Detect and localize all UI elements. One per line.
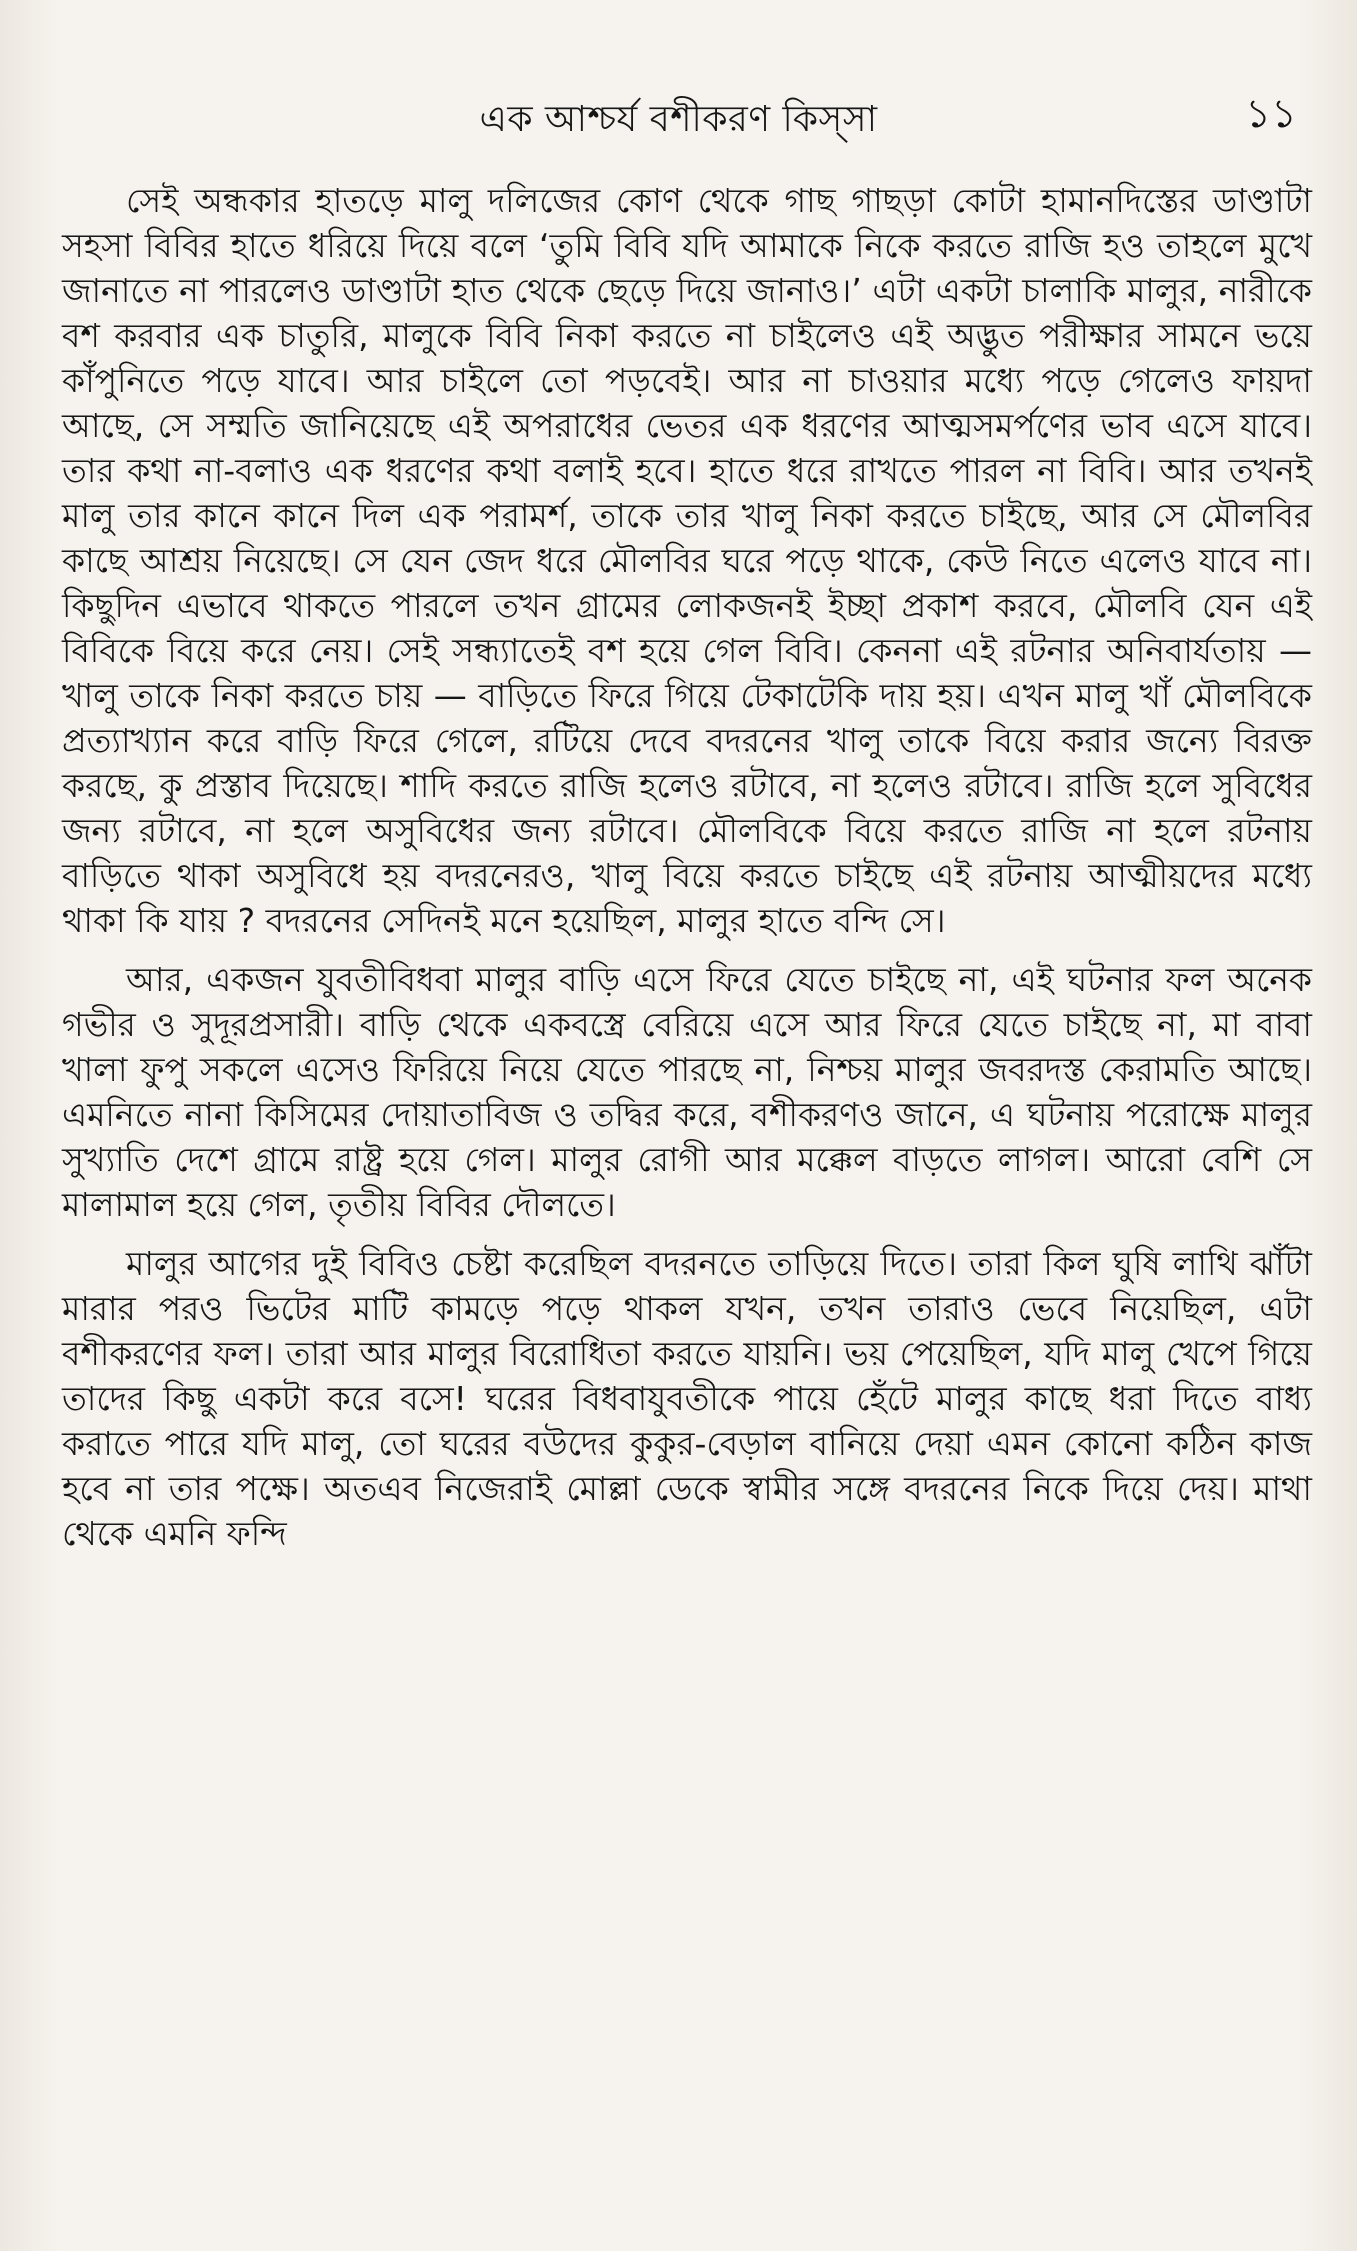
running-head-title: এক আশ্চর্য বশীকরণ কিস্সা [479, 99, 878, 140]
paragraph: সেই অন্ধকার হাতড়ে মালু দলিজের কোণ থেকে গাছ গাছড়া কোটা হামানদিস্তের ডাণ্ডাটা সহসা বিবির হাতে ধরিয়ে দিয়ে বলে ‘তুমি বিবি যদি আমাকে নিকে করতে রাজি হও তাহলে মুখে জানাতে না পারলেও ডাণ্ডাটা হাত থেকে ছেড়ে দিয়ে জানাও।’ এটা একটা চালাকি মালুর, নারীকে বশ করবার এক চাতুরি, মালুকে বিবি নিকা করতে না চাইলেও এই অদ্ভুত পরীক্ষার সামনে ভয়ে কাঁপুনিতে পড়ে যাবে। আর চাইলে তো পড়বেই। আর না চাওয়ার মধ্যে পড়ে গেলেও ফায়দা আছে, সে সম্মতি জানিয়েছে এই অপরাধের ভেতর এক ধরণের আত্মসমর্পণের ভাব এসে যাবে। তার কথা না-বলাও এক ধরণের কথা বলাই হবে। হাতে ধরে রাখতে পারল না বিবি। আর তখনই মালু তার কানে কানে দিল এক পরামর্শ, তাকে তার খালু নিকা করতে চাইছে, আর সে মৌলবির কাছে আশ্রয় নিয়েছে। সে যেন জেদ ধরে মৌলবির ঘরে পড়ে থাকে, কেউ নিতে এলেও যাবে না। কিছুদিন এভাবে থাকতে পারলে তখন গ্রামের লোকজনই ইচ্ছা প্রকাশ করবে, মৌলবি যেন এই বিবিকে বিয়ে করে নেয়। সেই সন্ধ্যাতেই বশ হয়ে গেল বিবি। কেননা এই রটনার অনিবার্যতায় — খালু তাকে নিকা করতে চায় — বাড়িতে ফিরে গিয়ে টেকাটেকি দায় হয়। এখন মালু খাঁ মৌলবিকে প্রত্যাখ্যান করে বাড়ি ফিরে গেলে, রটিয়ে দেবে বদরনের খালু তাকে বিয়ে করার জন্যে বিরক্ত করছে, কু প্রস্তাব দিয়েছে। শাদি করতে রাজি হলেও রটাবে, না হলেও রটাবে। রাজি হলে সুবিধের জন্য রটাবে, না হলে অসুবিধের জন্য রটাবে। মৌলবিকে বিয়ে করতে রাজি না হলে রটনায় বাড়িতে থাকা অসুবিধে হয় বদরনেরও, খালু বিয়ে করতে চাইছে এই রটনায় আত্মীয়দের মধ্যে থাকা কি যায় ? বদরনের সেদিনই মনে হয়েছিল, মালুর হাতে বন্দি সে। [62, 181, 1312, 940]
paragraph: আর, একজন যুবতীবিধবা মালুর বাড়ি এসে ফিরে যেতে চাইছে না, এই ঘটনার ফল অনেক গভীর ও সুদূরপ্রসারী। বাড়ি থেকে একবস্ত্রে বেরিয়ে এসে আর ফিরে যেতে চাইছে না, মা বাবা খালা ফুপু সকলে এসেও ফিরিয়ে নিয়ে যেতে পারছে না, নিশ্চয় মালুর জবরদস্ত কেরামতি আছে। এমনিতে নানা কিসিমের দোয়াতাবিজ ও তদ্বির করে, বশীকরণও জানে, এ ঘটনায় পরোক্ষে মালুর সুখ্যাতি দেশে গ্রামে রাষ্ট্র হয়ে গেল। মালুর রোগী আর মক্কেল বাড়তে লাগল। আরো বেশি সে মালামাল হয়ে গেল, তৃতীয় বিবির দৌলতে। [62, 960, 1312, 1224]
page-number: ১১ [1245, 91, 1297, 137]
body-text [62, 178, 1312, 1570]
paragraph: মালুর আগের দুই বিবিও চেষ্টা করেছিল বদরনতে তাড়িয়ে দিতে। তারা কিল ঘুষি লাথি ঝাঁটা মারার পরও ভিটের মাটি কামড়ে পড়ে থাকল যখন, তখন তারাও ভেবে নিয়েছিল, এটা বশীকরণের ফল। তারা আর মালুর বিরোধিতা করতে যায়নি। ভয় পেয়েছিল, যদি মালু খেপে গিয়ে তাদের কিছু একটা করে বসে! ঘরের বিধবাযুবতীকে পায়ে হেঁটে মালুর কাছে ধরা দিতে বাধ্য করাতে পারে যদি মালু, তো ঘরের বউদের কুকুর-বেড়াল বানিয়ে দেয়া এমন কোনো কঠিন কাজ হবে না তার পক্ষে। অতএব নিজেরাই মোল্লা ডেকে স্বামীর সঙ্গে বদরনের নিকে দিয়ে দেয়। মাথা থেকে এমনি ফন্দি [62, 1244, 1312, 1553]
